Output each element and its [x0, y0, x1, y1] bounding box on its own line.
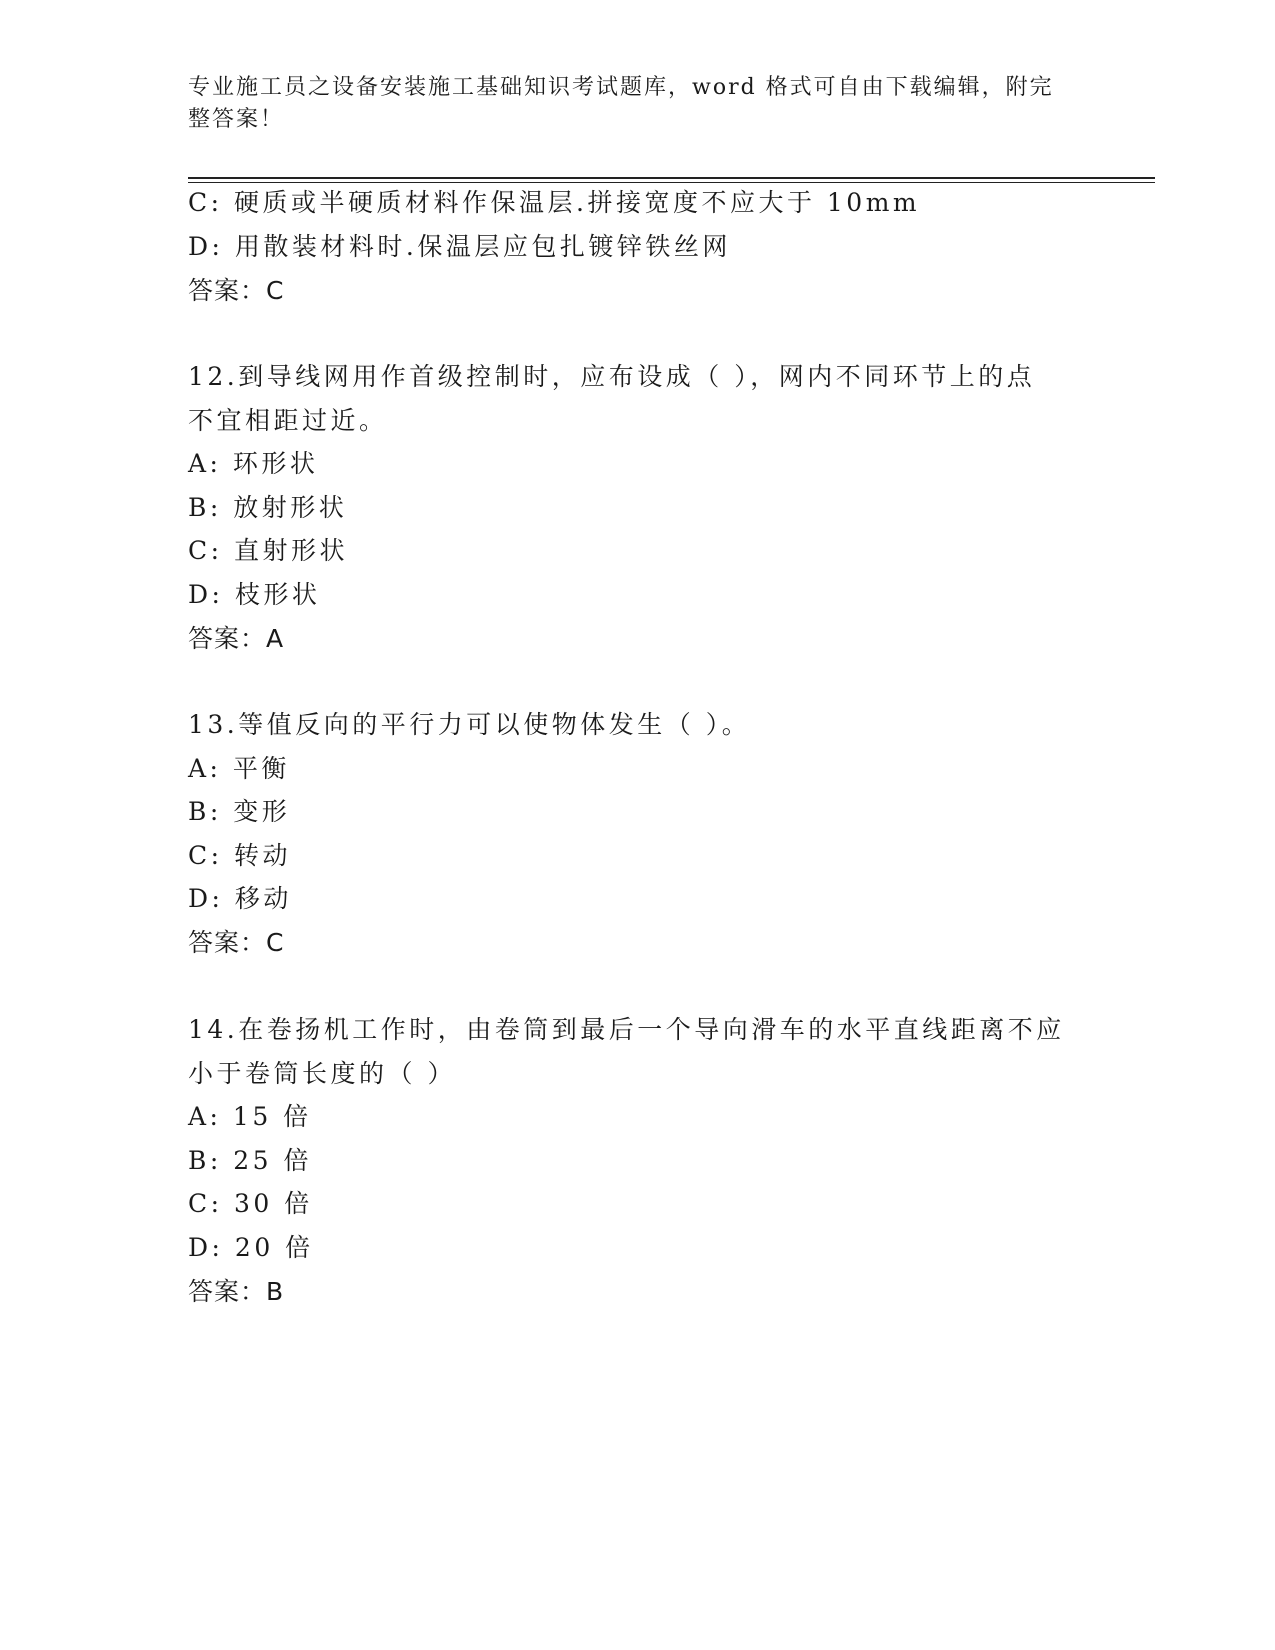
answer: 答案：A [188, 624, 285, 653]
option-b: B: 放射形状 [188, 493, 348, 522]
document-header: 专业施工员之设备安装施工基础知识考试题库，word 格式可自由下载编辑，附完 整答案！ [188, 75, 1054, 132]
option-d: D: 用散装材料时.保温层应包扎镀锌铁丝网 [188, 232, 731, 261]
option-d: D: 移动 [188, 884, 292, 913]
question-12-text-cont: 不宜相距过近。 [188, 406, 388, 435]
option-a: A: 环形状 [188, 449, 319, 478]
option-c: C: 硬质或半硬质材料作保温层.拼接宽度不应大于 10mm [188, 188, 921, 217]
answer: 答案：B [188, 1277, 285, 1306]
answer: 答案：C [188, 928, 285, 957]
option-c: C: 转动 [188, 841, 291, 870]
option-a: A: 15 倍 [188, 1102, 312, 1131]
header-divider-thin [188, 182, 1155, 183]
header-divider-thick [188, 177, 1155, 179]
question-14-text-cont: 小于卷筒长度的（ ） [188, 1059, 456, 1088]
option-d: D: 枝形状 [188, 580, 321, 609]
option-c: C: 30 倍 [188, 1189, 313, 1218]
option-c: C: 直射形状 [188, 536, 348, 565]
question-12-text: 12.到导线网用作首级控制时，应布设成（ ），网内不同环节上的点 [188, 362, 1036, 391]
option-b: B: 变形 [188, 797, 291, 826]
option-a: A: 平衡 [188, 754, 290, 783]
option-b: B: 25 倍 [188, 1146, 312, 1175]
answer: 答案：C [188, 276, 285, 305]
question-13-text: 13.等值反向的平行力可以使物体发生（ ）。 [188, 710, 751, 739]
option-d: D: 20 倍 [188, 1233, 314, 1262]
question-14-text: 14.在卷扬机工作时，由卷筒到最后一个导向滑车的水平直线距离不应 [188, 1015, 1065, 1044]
